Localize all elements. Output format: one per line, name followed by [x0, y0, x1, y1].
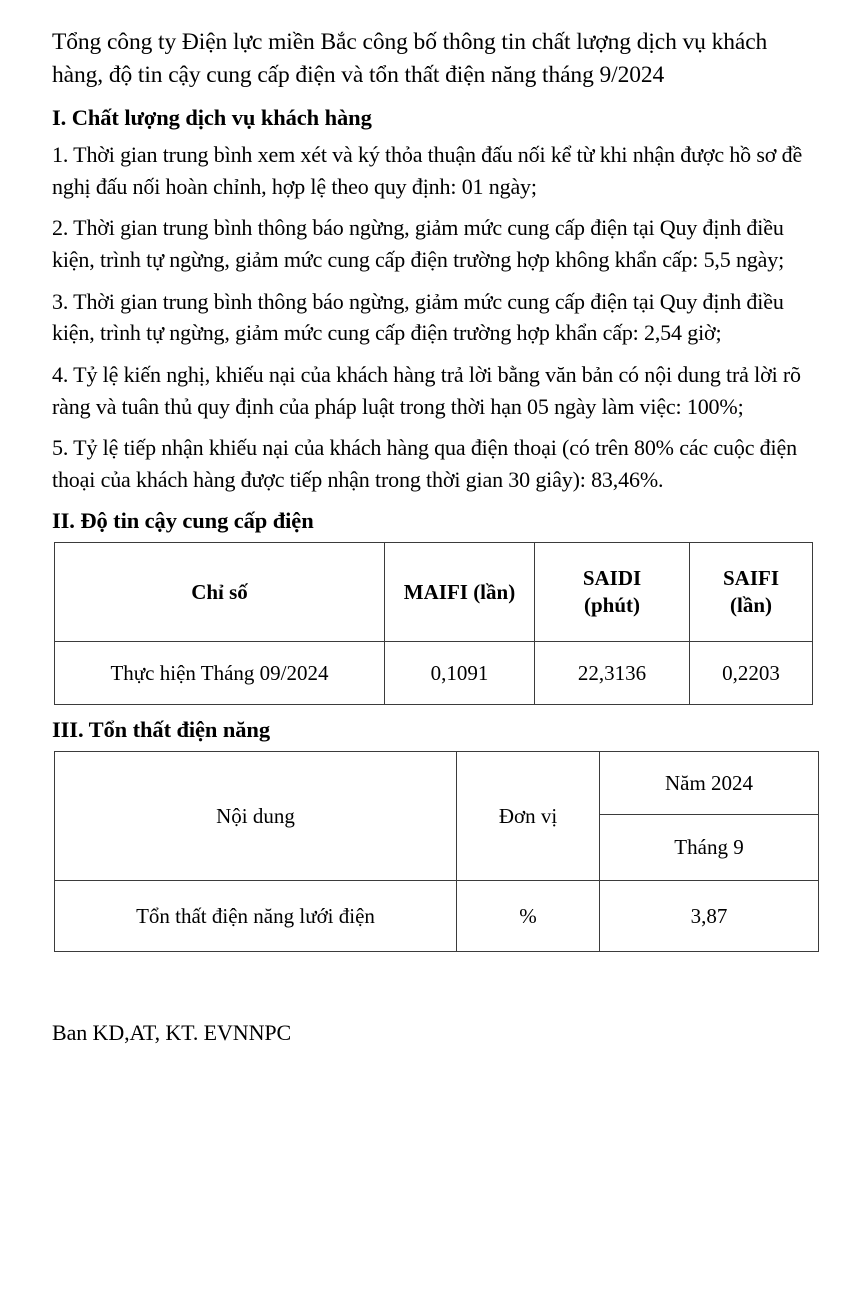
table-row [55, 641, 813, 704]
cell-loss-unit: % [457, 881, 600, 952]
paragraph-3: 3. Thời gian trung bình thông báo ngừng, giảm mức cung cấp điện tại Quy định điều kiện, trình tự ngừng, giảm mức cung cấp điện trường hợp khẩn cấp: 2,54 giờ; [52, 288, 784, 346]
column-header-saifi-line2: (lần) [730, 592, 772, 617]
column-header-year: Năm 2024 [600, 752, 819, 815]
section-heading-3: III. Tổn thất điện năng [52, 716, 270, 742]
column-header-maifi: MAIFI (lần) [385, 542, 535, 641]
cell-loss-value: 3,87 [600, 881, 819, 952]
column-header-saifi-line1: SAIFI [722, 566, 780, 591]
page-title: Tổng công ty Điện lực miền Bắc công bố thông tin chất lượng dịch vụ khách hàng, độ tin cậy cung cấp điện và tổn thất điện năng tháng 9/2024 [52, 29, 768, 89]
cell-saidi-value: 22,3136 [535, 641, 690, 704]
section-heading-2: II. Độ tin cậy cung cấp điện [52, 507, 314, 533]
column-header-saidi [535, 542, 690, 641]
column-header-unit: Đơn vị [457, 752, 600, 881]
power-loss-table-header [55, 752, 819, 881]
reliability-table-body [55, 641, 813, 704]
table-header-row [55, 542, 813, 641]
column-header-content: Nội dung [55, 752, 457, 881]
column-header-month: Tháng 9 [600, 815, 819, 881]
paragraph-2: 2. Thời gian trung bình thông báo ngừng, giảm mức cung cấp điện tại Quy định điều kiện, trình tự ngừng, giảm mức cung cấp điện trường hợp không khẩn cấp: 5,5 ngày; [52, 215, 785, 272]
power-loss-table-body [55, 881, 819, 952]
table-header-row-year [55, 752, 819, 815]
paragraph-4: 4. Tỷ lệ kiến nghị, khiếu nại của khách hàng trả lời bằng văn bản có nội dung trả lời rõ ràng và tuân thủ quy định của pháp luật trong thời hạn 05 ngày làm việc: 100%; [52, 362, 801, 419]
signature-line: Ban KD,AT, KT. EVNNPC [52, 1020, 292, 1046]
table-row [55, 881, 819, 952]
cell-row-label: Thực hiện Tháng 09/2024 [55, 641, 385, 704]
column-header-index: Chỉ số [55, 542, 385, 641]
column-header-saifi [690, 542, 813, 641]
cell-maifi-value: 0,1091 [385, 641, 535, 704]
cell-saifi-value: 0,2203 [690, 641, 813, 704]
reliability-table [54, 542, 813, 705]
power-loss-table [54, 751, 819, 952]
section-heading-1: I. Chất lượng dịch vụ khách hàng [52, 104, 372, 130]
reliability-table-header [55, 542, 813, 641]
column-header-saidi-line1: SAIDI [582, 566, 642, 591]
column-header-saidi-line2: (phút) [583, 592, 641, 617]
cell-loss-content: Tổn thất điện năng lưới điện [55, 881, 457, 952]
paragraph-5: 5. Tỷ lệ tiếp nhận khiếu nại của khách hàng qua điện thoại (có trên 80% các cuộc điện thoại của khách hàng được tiếp nhận trong thời gian 30 giây): 83,46%. [52, 435, 797, 493]
paragraph-1: 1. Thời gian trung bình xem xét và ký thỏa thuận đấu nối kể từ khi nhận được hồ sơ đề nghị đấu nối hoàn chỉnh, hợp lệ theo quy định: 01 ngày; [52, 141, 803, 199]
